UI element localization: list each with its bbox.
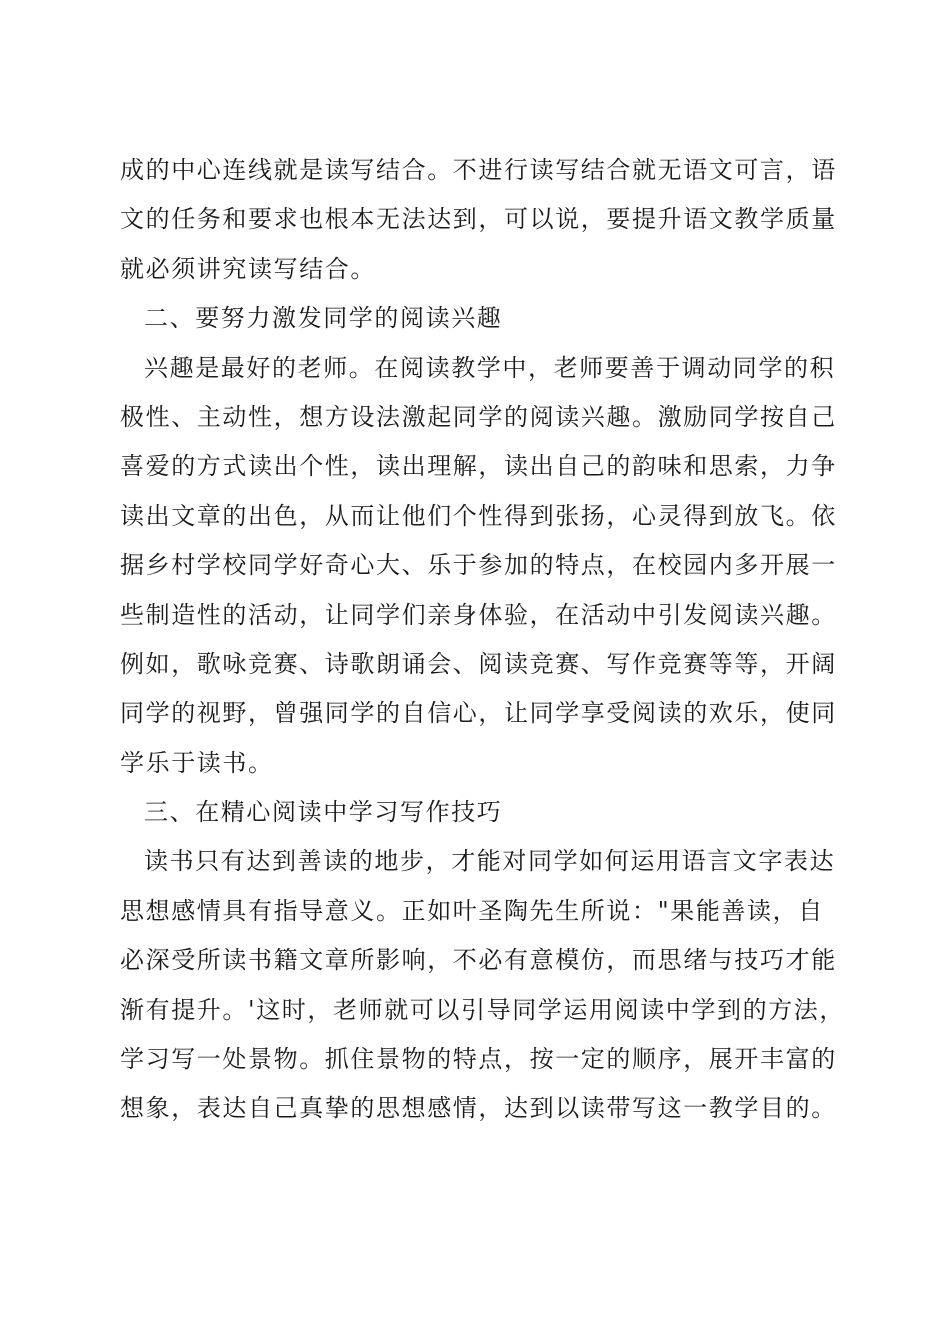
paragraph-line: 些制造性的活动，让同学们亲身体验，在活动中引发阅读兴趣。: [120, 600, 837, 629]
paragraph-line: 同学的视野，曾强同学的自信心，让同学享受阅读的欢乐，使同: [120, 699, 837, 728]
paragraph-line: 渐有提升。'这时，老师就可以引导同学运用阅读中学到的方法，: [120, 995, 845, 1024]
paragraph-line: 成的中心连线就是读写结合。不进行读写结合就无语文可言，语: [120, 156, 837, 184]
paragraph-line: 例如，歌咏竞赛、诗歌朗诵会、阅读竞赛、写作竞赛等等，开阔: [120, 649, 837, 678]
paragraph-line: 想象，表达自己真挚的思想感情，达到以读带写这一教学目的。: [120, 1094, 837, 1123]
paragraph-line: 读出文章的出色，从而让他们个性得到张扬，心灵得到放飞。依: [120, 501, 837, 530]
paragraph-line: 学乐于读书。: [120, 748, 274, 777]
paragraph-line: 思想感情具有指导意义。正如叶圣陶先生所说："果能善读，自: [120, 896, 824, 925]
paragraph-line: 文的任务和要求也根本无法达到，可以说，要提升语文教学质量: [120, 205, 837, 234]
paragraph-line: 据乡村学校同学好奇心大、乐于参加的特点，在校园内多开展一: [120, 551, 837, 580]
paragraph-line: 极性、主动性，想方设法激起同学的阅读兴趣。激励同学按自己: [120, 402, 837, 431]
section-heading: 三、在精心阅读中学习写作技巧: [144, 798, 503, 827]
paragraph-line: 兴趣是最好的老师。在阅读教学中，老师要善于调动同学的积: [144, 353, 836, 382]
paragraph-line: 必深受所读书籍文章所影响，不必有意模仿，而思绪与技巧才能: [120, 946, 837, 975]
paragraph-line: 读书只有达到善读的地步，才能对同学如何运用语言文字表达: [144, 847, 836, 876]
paragraph-line: 喜爱的方式读出个性，读出理解，读出自己的韵味和思索，力争: [120, 452, 837, 481]
paragraph-line: 学习写一处景物。抓住景物的特点，按一定的顺序，展开丰富的: [120, 1045, 837, 1074]
section-heading: 二、要努力激发同学的阅读兴趣: [144, 304, 503, 333]
paragraph-line: 就必须讲究读写结合。: [120, 254, 376, 283]
document-body: [120, 146, 845, 1134]
